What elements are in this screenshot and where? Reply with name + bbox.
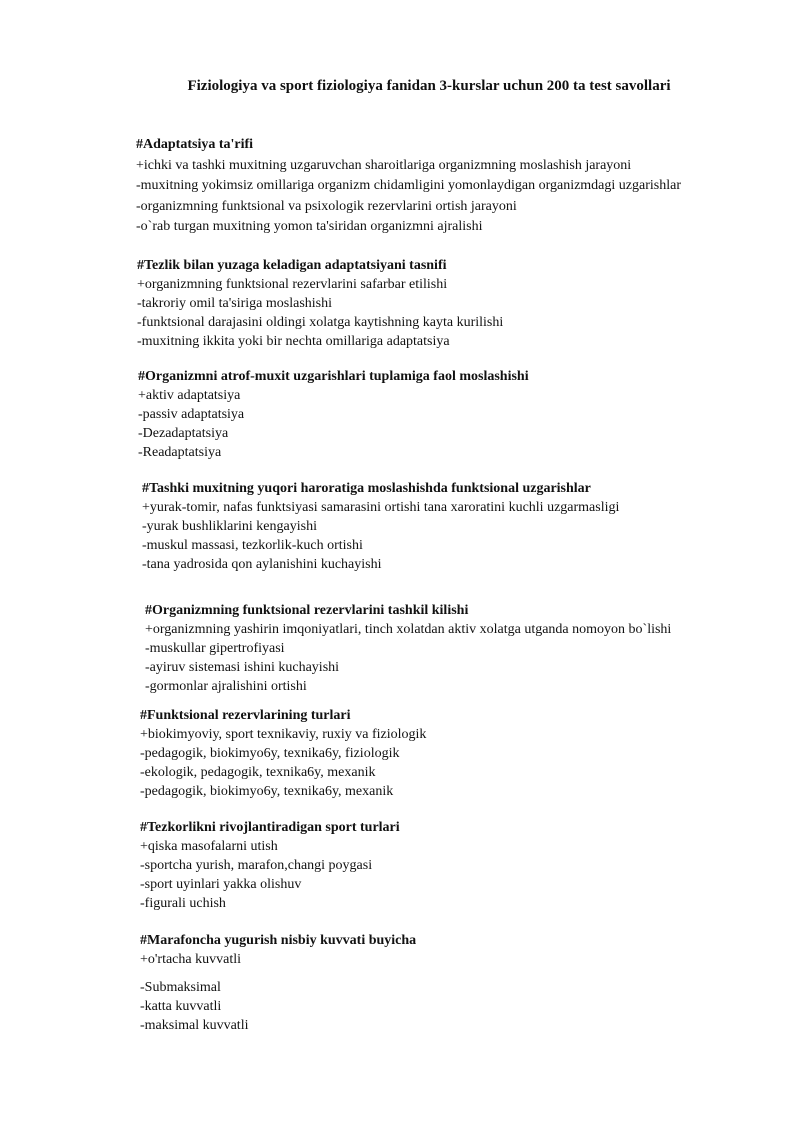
answer-option: +biokimyoviy, sport texnikaviy, ruxiy va fiziologik	[140, 727, 427, 742]
answer-option: +o'rtacha kuvvatli	[140, 952, 241, 967]
question-block-2	[137, 256, 503, 351]
answer-option: -muxitning ikkita yoki bir nechta omillariga adaptatsiya	[137, 334, 450, 349]
answer-option: +yurak-tomir, nafas funktsiyasi samarasini ortishi tana xaroratini kuchli uzgarmasligi	[142, 500, 620, 515]
answer-option: -katta kuvvatli	[140, 999, 222, 1014]
answer-option: +organizmning funktsional rezervlarini safarbar etilishi	[137, 277, 448, 292]
question-header: #Organizmning funktsional rezervlarini tashkil kilishi	[145, 603, 469, 618]
answer-option: -o`rab turgan muxitning yomon ta'siridan organizmni ajralishi	[136, 219, 483, 234]
answer-option: -funktsional darajasini oldingi xolatga kaytishning kayta kurilishi	[137, 315, 504, 330]
question-block-5	[145, 601, 671, 696]
answer-option: -pedagogik, biokimyo6y, texnika6y, fiziologik	[140, 746, 400, 761]
answer-option: -sportcha yurish, marafon,changi poygasi	[140, 858, 373, 873]
answer-option: -pedagogik, biokimyo6y, texnika6y, mexanik	[140, 784, 394, 799]
question-block-6	[140, 706, 426, 801]
question-header: #Tashki muxitning yuqori haroratiga moslashishda funktsional uzgarishlar	[142, 481, 591, 496]
answer-option: -passiv adaptatsiya	[138, 407, 245, 422]
answer-option: -organizmning funktsional va psixologik rezervlarini ortish jarayoni	[136, 198, 517, 214]
answer-option: -Dezadaptatsiya	[138, 426, 229, 441]
answer-option: -tana yadrosida qon aylanishini kuchayishi	[142, 557, 382, 572]
answer-option: -Submaksimal	[140, 980, 221, 995]
answer-option: -muskul massasi, tezkorlik-kuch ortishi	[142, 538, 363, 553]
answer-option: -muskullar gipertrofiyasi	[145, 641, 285, 656]
question-header: #Funktsional rezervlarining turlari	[140, 708, 351, 723]
answer-option: +ichki va tashki muxitning uzgaruvchan sharoitlariga organizmning moslashish jarayoni	[136, 157, 632, 173]
question-block-3	[138, 367, 529, 462]
answer-option: -ekologik, pedagogik, texnika6y, mexanik	[140, 765, 376, 780]
answer-option: -yurak bushliklarini kengayishi	[142, 519, 317, 534]
answer-option: -sport uyinlari yakka olishuv	[140, 877, 302, 892]
answer-option: -maksimal kuvvatli	[140, 1018, 249, 1033]
answer-option: +organizmning yashirin imqoniyatlari, tinch xolatdan aktiv xolatga utganda nomoyon bo`lishi	[145, 622, 672, 637]
document-title: Fiziologiya va sport fiziologiya fanidan 3-kurslar uchun 200 ta test savollari	[187, 78, 671, 94]
answer-option: -Readaptatsiya	[138, 445, 222, 460]
answer-option: -muxitning yokimsiz omillariga organizm chidamligini yomonlaydigan organizmdagi uzgarishlar	[136, 178, 681, 193]
answer-option: -gormonlar ajralishini ortishi	[145, 679, 307, 694]
answer-option: +qiska masofalarni utish	[140, 839, 278, 854]
question-block-1	[136, 135, 681, 238]
question-header: #Marafoncha yugurish nisbiy kuvvati buyicha	[140, 933, 417, 948]
question-block-7	[140, 818, 400, 913]
answer-option: -takroriy omil ta'siriga moslashishi	[137, 296, 332, 311]
question-block-4	[142, 479, 619, 574]
question-block-8	[140, 931, 416, 1035]
question-header: #Organizmni atrof-muxit uzgarishlari tuplamiga faol moslashishi	[138, 369, 529, 384]
question-header: #Tezkorlikni rivojlantiradigan sport turlari	[140, 820, 400, 835]
question-header: #Tezlik bilan yuzaga keladigan adaptatsiyani tasnifi	[137, 258, 447, 273]
answer-option: -figurali uchish	[140, 896, 226, 911]
question-header: #Adaptatsiya ta'rifi	[136, 137, 254, 152]
answer-option: +aktiv adaptatsiya	[138, 388, 241, 403]
answer-option: -ayiruv sistemasi ishini kuchayishi	[145, 660, 340, 675]
